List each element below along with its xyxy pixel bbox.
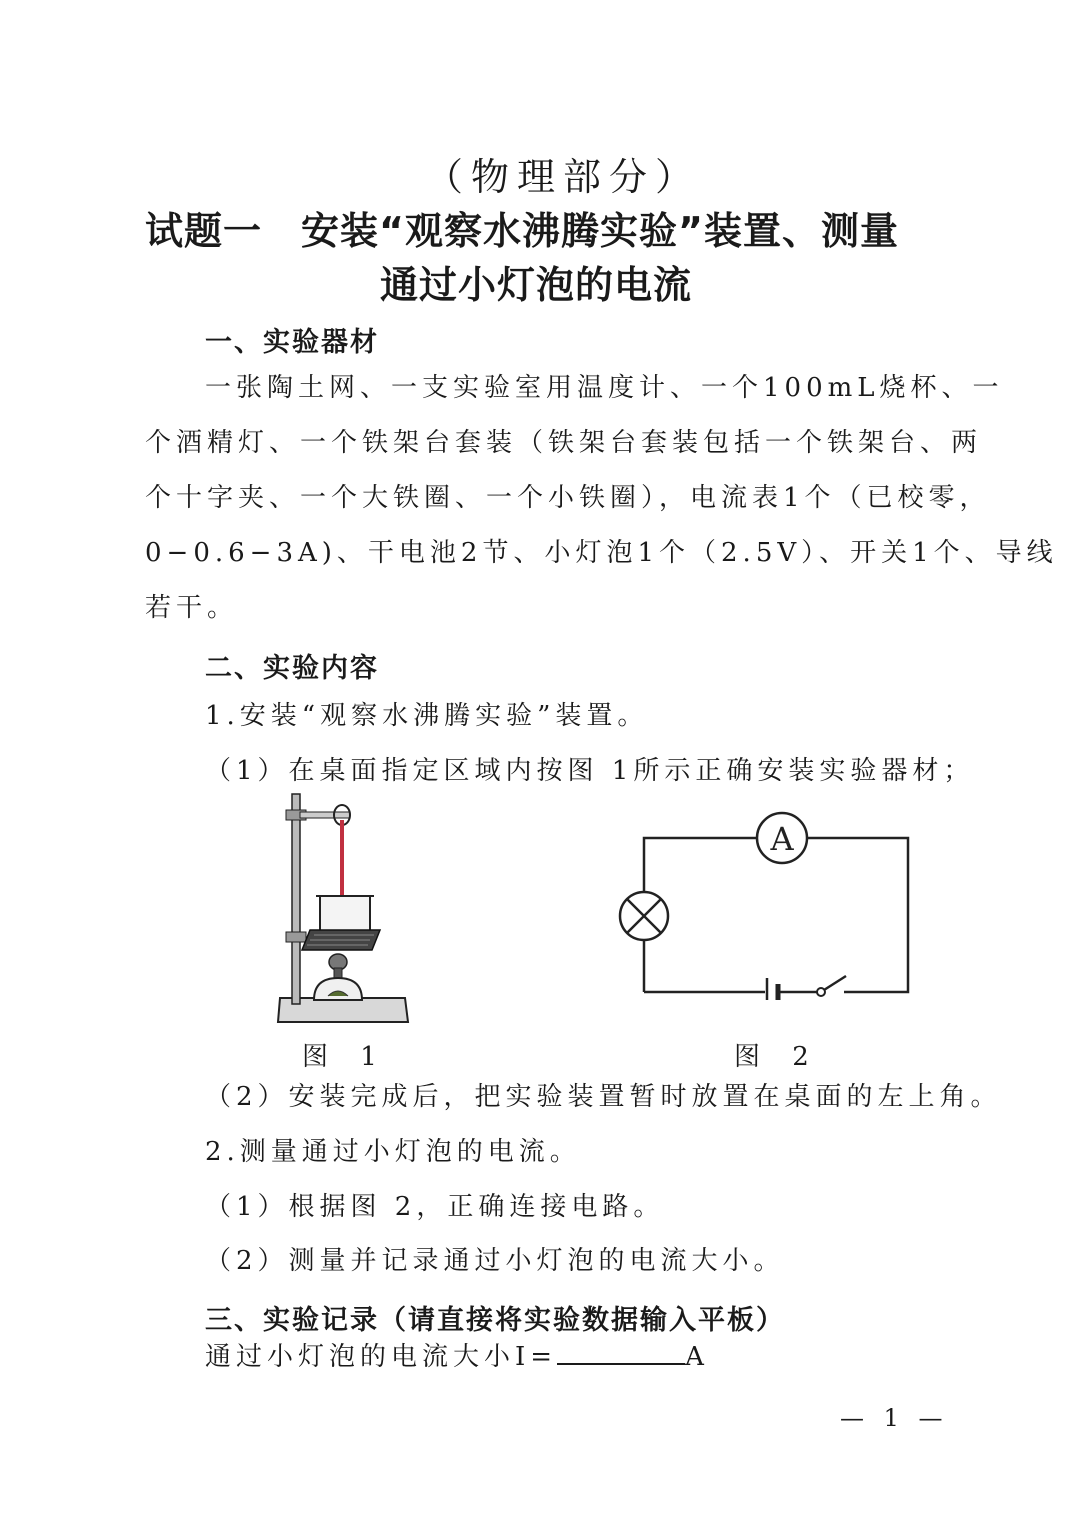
content-item-1: 1.安装“观察水沸腾实验”装置。 — [205, 701, 649, 731]
record-line — [205, 1330, 709, 1384]
figure-2-circuit — [612, 808, 914, 1000]
materials-line: 若干。 — [145, 593, 239, 623]
figure-1-apparatus — [270, 790, 420, 1030]
page-number: — 1 — — [840, 1404, 949, 1432]
content-item-1-sub-2: （2）安装完成后，把实验装置暂时放置在桌面的左上角。 — [205, 1082, 1002, 1112]
materials-line: 个十字夹、一个大铁圈、一个小铁圈），电流表1个（已校零， — [145, 483, 991, 513]
content-item-2-sub-2: （2）测量并记录通过小灯泡的电流大小。 — [205, 1246, 785, 1276]
materials-line: 一张陶土网、一支实验室用温度计、一个100mL烧杯、一 — [205, 373, 1004, 403]
record-heading: 三、实验记录（请直接将实验数据输入平板） — [205, 1305, 785, 1336]
current-unit: A — [685, 1342, 709, 1372]
stand-pole — [292, 794, 300, 1004]
content-heading: 二、实验内容 — [205, 653, 379, 684]
alcohol-lamp — [314, 978, 362, 1000]
content-item-2-sub-1: （1）根据图 2，正确连接电路。 — [205, 1192, 665, 1222]
content-item-1-sub-1: （1）在桌面指定区域内按图 1所示正确安装实验器材； — [205, 756, 975, 786]
switch-arm — [824, 976, 846, 990]
materials-line: 0−0.6−3A)、干电池2节、小灯泡1个（2.5V）、开关1个、导线 — [145, 538, 1058, 568]
current-answer-blank[interactable] — [557, 1335, 685, 1365]
page-title: 试题一 安装“观察水沸腾实验”装置、测量 — [145, 209, 899, 253]
ammeter-label: A — [770, 820, 794, 858]
wire-top-left — [644, 838, 757, 892]
figure-1-caption: 图 1 — [302, 1042, 389, 1072]
page-title-line2: 通过小灯泡的电流 — [380, 263, 693, 307]
figure-2-caption: 图 2 — [734, 1042, 821, 1072]
section-label: （物理部分） — [425, 155, 702, 199]
materials-heading: 一、实验器材 — [205, 327, 379, 358]
wire-top-right — [807, 838, 908, 992]
current-label: 通过小灯泡的电流大小I= — [205, 1342, 558, 1372]
materials-line: 个酒精灯、一个铁架台套装（铁架台套装包括一个铁架台、两 — [145, 428, 983, 458]
clamp-arm-top — [300, 812, 350, 818]
content-item-2: 2.测量通过小灯泡的电流。 — [205, 1137, 581, 1167]
cross-clamp-bottom — [286, 932, 306, 942]
